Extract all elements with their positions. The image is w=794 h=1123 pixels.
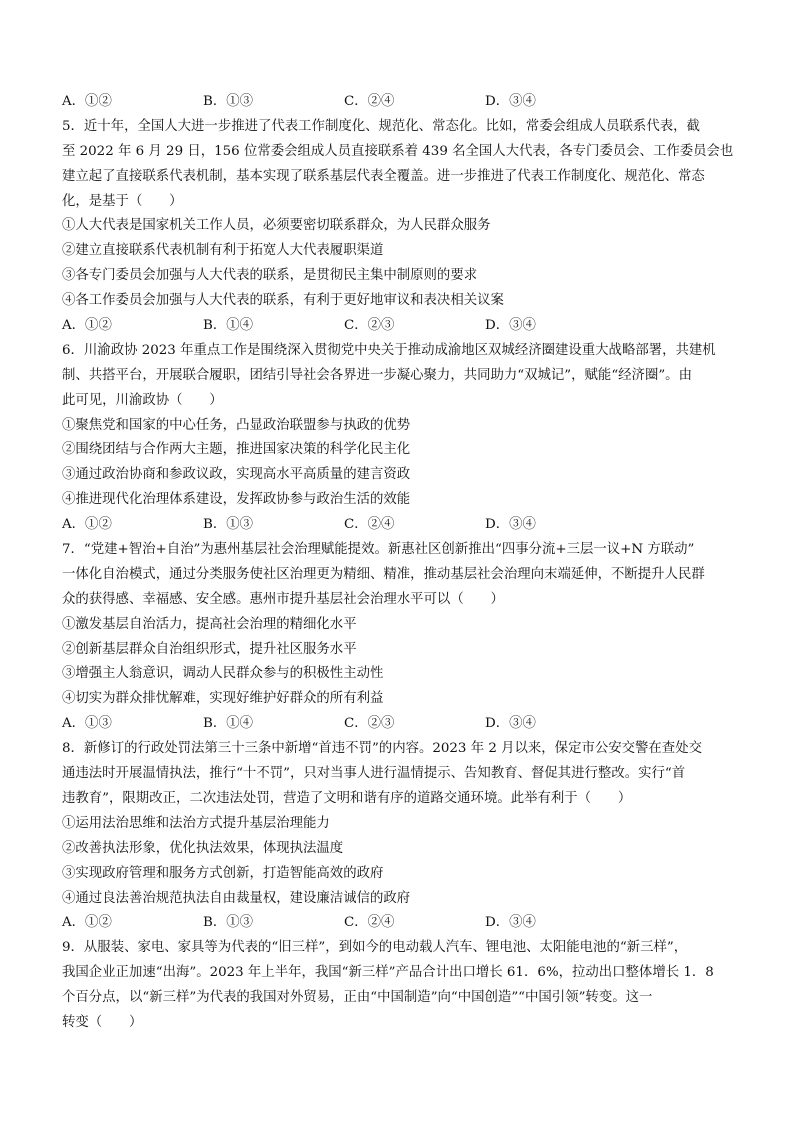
question-stem-line: 转变（ ）	[62, 1014, 143, 1030]
question-stem-line: 个百分点，以“新三样”为代表的我国对外贸易，正由“中国制造”向“中国创造”“中国引领”转变。这一	[62, 990, 653, 1006]
option-d: D．③④	[485, 318, 536, 334]
option-d: D．③④	[485, 716, 536, 732]
question-stem-line: 9．从服装、家电、家具等为代表的“旧三样”，到如今的电动载人汽车、锂电池、太阳能电池的“新三样”，	[62, 940, 688, 956]
option-d: D．③④	[485, 517, 536, 533]
option-c: C．②④	[344, 94, 395, 109]
option-b: B．①③	[203, 915, 254, 931]
statement-line: ③增强主人翁意识，调动人民群众参与的积极性主动性	[62, 666, 384, 682]
question-stem-line: 此可见，川渝政协（ ）	[62, 392, 223, 408]
option-a: A．①②	[62, 94, 112, 109]
options-row	[62, 712, 738, 737]
statement-line: ④各工作委员会加强与人大代表的联系，有利于更好地审议和表决相关议案	[62, 293, 504, 309]
question-block	[62, 737, 738, 936]
option-d: D．③④	[485, 915, 536, 931]
questions-container	[62, 115, 738, 1036]
question-stem-line: 6．川渝政协 2023 年重点工作是围绕深入贯彻党中央关于推动成渝地区双城经济圈建设重大战略部署，共建机	[62, 342, 716, 358]
statement-line: ④通过良法善治规范执法自由裁量权，建设廉洁诚信的政府	[62, 890, 411, 906]
statement-line: ①运用法治思维和法治方式提升基层治理能力	[62, 815, 330, 831]
prev-question-options	[62, 90, 738, 115]
question-stem-line: 建立起了直接联系代表机制，基本实现了联系基层代表全覆盖。进一步推进了代表工作制度化、规范化、常态	[62, 168, 705, 184]
statement-line: ③实现政府管理和服务方式创新，打造智能高效的政府	[62, 865, 384, 881]
option-c: C．②③	[344, 716, 395, 732]
option-d: D．③④	[485, 94, 536, 109]
question-stem-line: 制、共搭平台，开展联合履职，团结引导社会各界进一步凝心聚力，共同助力“双城记”，赋能“经济圈”。由	[62, 367, 692, 383]
question-stem-line: 至 2022 年 6 月 29 日，156 位常委会组成人员直接联系着 439 名全国人大代表，各专门委员会、工作委员会也	[62, 143, 734, 159]
question-block	[62, 936, 738, 1036]
question-stem-line: 违教育”，限期改正，二次违法处罚，营造了文明和谐有序的道路交通环境。此举有利于（ ）	[62, 790, 632, 806]
statement-line: ①聚焦党和国家的中心任务，凸显政治联盟参与执政的优势	[62, 417, 411, 433]
question-block	[62, 339, 738, 538]
option-b: B．①③	[203, 517, 254, 533]
option-c: C．②④	[344, 915, 395, 931]
option-a: A．①②	[62, 318, 112, 334]
statement-line: ②围绕团结与合作两大主题，推进国家决策的科学化民主化	[62, 442, 411, 458]
question-stem-line: 7．“党建+智治+自治”为惠州基层社会治理赋能提效。新惠社区创新推出“四事分流+三层一议+N 方联动”	[62, 542, 695, 558]
statement-line: ④推进现代化治理体系建设，发挥政协参与政治生活的效能	[62, 492, 411, 508]
statement-line: ②建立直接联系代表机制有利于拓宽人大代表履职渠道	[62, 243, 384, 259]
options-row	[62, 513, 738, 538]
option-c: C．②④	[344, 517, 395, 533]
statement-line: ④切实为群众排忧解难，实现好维护好群众的所有利益	[62, 691, 384, 707]
option-b: B．①④	[203, 318, 254, 334]
question-stem-line: 我国企业正加速“出海”。2023 年上半年，我国“新三样”产品合计出口增长 61．6%，拉动出口整体增长 1．8	[62, 965, 714, 981]
options-row	[62, 911, 738, 936]
option-b: B．①④	[203, 716, 254, 732]
statement-line: ③通过政治协商和参政议政，实现高水平高质量的建言资政	[62, 467, 411, 483]
question-block	[62, 115, 738, 339]
statement-line: ③各专门委员会加强与人大代表的联系，是贯彻民主集中制原则的要求	[62, 268, 478, 284]
options-row	[62, 314, 738, 339]
question-stem-line: 5．近十年，全国人大进一步推进了代表工作制度化、规范化、常态化。比如，常委会组成人员联系代表，截	[62, 118, 700, 134]
question-stem-line: 化，是基于（ ）	[62, 193, 183, 209]
statement-line: ②改善执法形象，优化执法效果，体现执法温度	[62, 840, 344, 856]
question-stem-line: 8．新修订的行政处罚法第三十三条中新增“首违不罚”的内容。2023 年 2 月以来，保定市公安交警在查处交	[62, 741, 702, 757]
question-stem-line: 一体化自治模式，通过分类服务使社区治理更为精细、精准，推动基层社会治理向末端延伸，不断提升人民群	[62, 566, 705, 582]
statement-line: ①人大代表是国家机关工作人员，必须要密切联系群众，为人民群众服务	[62, 218, 491, 234]
option-a: A．①③	[62, 716, 112, 732]
option-a: A．①②	[62, 517, 112, 533]
question-list	[62, 90, 738, 1036]
question-stem-line: 众的获得感、幸福感、安全感。惠州市提升基层社会治理水平可以（ ）	[62, 591, 504, 607]
statement-line: ①激发基层自治活力，提高社会治理的精细化水平	[62, 616, 357, 632]
question-stem-line: 通违法时开展温情执法，推行“十不罚”，只对当事人进行温情提示、告知教育、督促其进行整改。实行“首	[62, 766, 686, 782]
statement-line: ②创新基层群众自治组织形式，提升社区服务水平	[62, 641, 357, 657]
option-a: A．①②	[62, 915, 112, 931]
option-b: B．①③	[203, 94, 254, 109]
question-block	[62, 538, 738, 737]
option-c: C．②③	[344, 318, 395, 334]
